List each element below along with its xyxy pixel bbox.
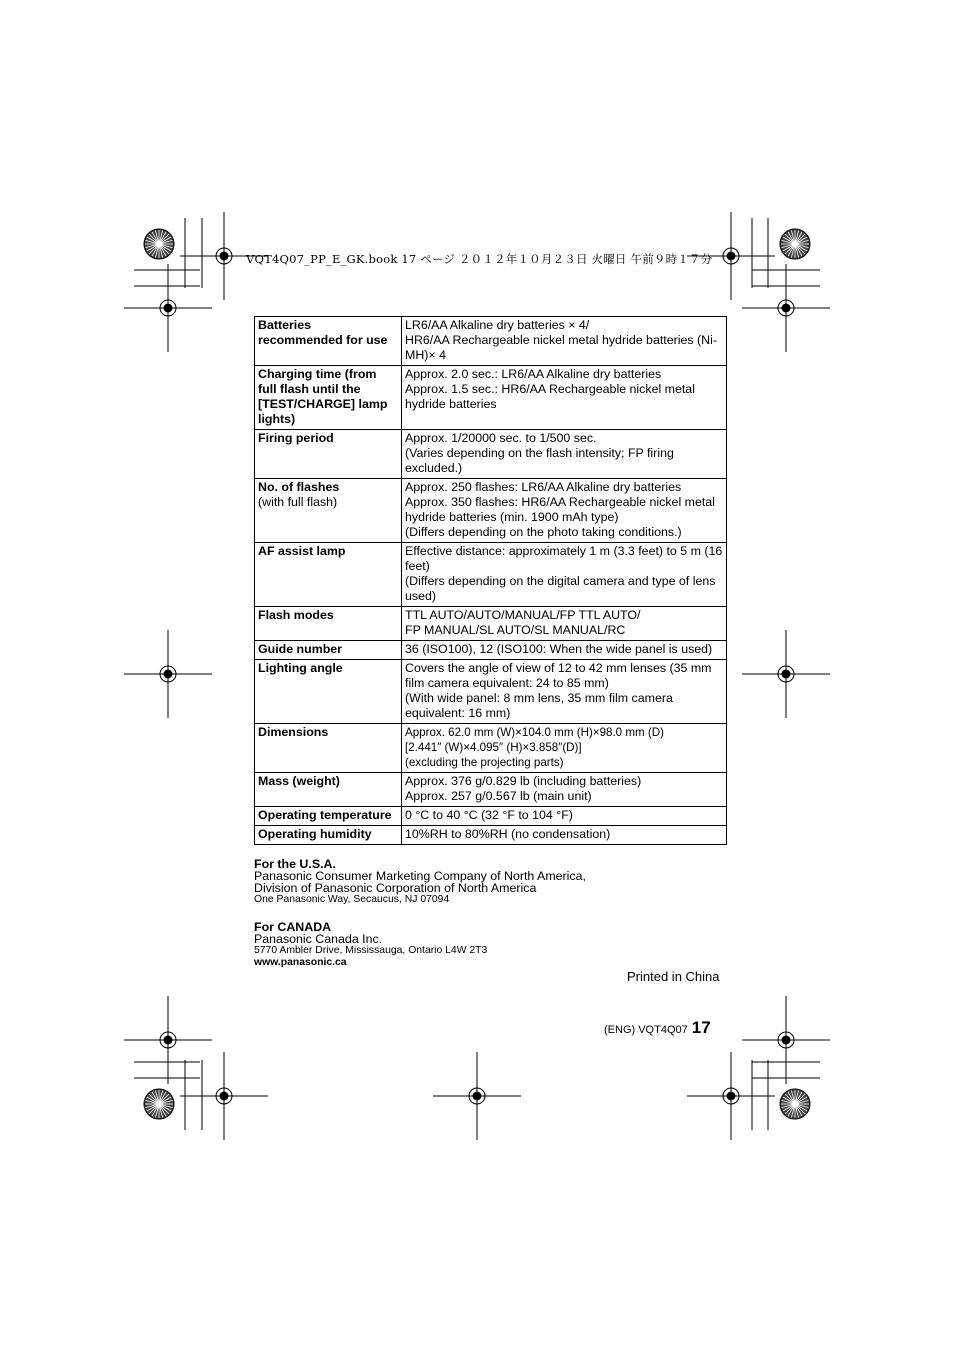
usa-company: Panasonic Consumer Marketing Company of North America, bbox=[254, 869, 586, 883]
spec-label: Operating humidity bbox=[258, 827, 372, 841]
spec-value: Approx. 1/20000 sec. to 1/500 sec. bbox=[405, 431, 597, 445]
spec-value: HR6/AA Rechargeable nickel metal hydride batteries (Ni-MH)× 4 bbox=[405, 333, 717, 362]
spec-value: 10%RH to 80%RH (no condensation) bbox=[405, 827, 611, 841]
page-number: 17 bbox=[691, 1018, 711, 1037]
spec-row bbox=[255, 807, 727, 826]
spec-label: Lighting angle bbox=[258, 661, 343, 675]
spec-value: 36 (ISO100), 12 (ISO100: When the wide panel is used) bbox=[405, 642, 713, 656]
spec-label: AF assist lamp bbox=[258, 544, 346, 558]
spec-row bbox=[255, 641, 727, 660]
printed-in: Printed in China bbox=[627, 969, 720, 984]
spec-value-cell bbox=[402, 660, 727, 724]
spec-row bbox=[255, 430, 727, 479]
page-footer bbox=[604, 1018, 711, 1038]
spec-row bbox=[255, 366, 727, 430]
usa-title: For the U.S.A. bbox=[254, 857, 336, 871]
spec-label-cell bbox=[255, 807, 402, 826]
spec-label-cell bbox=[255, 317, 402, 366]
spec-label: Charging time (from full flash until the [TEST/CHARGE] lamp lights) bbox=[258, 367, 388, 426]
spec-label-cell bbox=[255, 773, 402, 807]
spec-label-cell bbox=[255, 479, 402, 543]
spec-row bbox=[255, 479, 727, 543]
spec-label-sub: (with full flash) bbox=[258, 495, 338, 509]
spec-value-cell bbox=[402, 366, 727, 430]
spec-value: TTL AUTO/AUTO/MANUAL/FP TTL AUTO/ bbox=[405, 608, 641, 622]
spec-label-cell bbox=[255, 366, 402, 430]
spec-label: Flash modes bbox=[258, 608, 334, 622]
spec-value-cell bbox=[402, 807, 727, 826]
spec-value-cell bbox=[402, 607, 727, 641]
spec-value-cell bbox=[402, 479, 727, 543]
spec-table bbox=[254, 316, 727, 845]
spec-row bbox=[255, 826, 727, 845]
spec-value-cell bbox=[402, 773, 727, 807]
spec-label: Dimensions bbox=[258, 725, 329, 739]
canada-company: Panasonic Canada Inc. bbox=[254, 932, 383, 946]
spec-row bbox=[255, 543, 727, 607]
spec-value: 0 °C to 40 °C (32 °F to 104 °F) bbox=[405, 808, 573, 822]
spec-value: Approx. 1.5 sec.: HR6/AA Rechargeable nickel metal hydride batteries bbox=[405, 382, 695, 411]
spec-value-cell bbox=[402, 430, 727, 479]
crosshair-target bbox=[180, 1052, 268, 1140]
canada-address: 5770 Ambler Drive, Mississauga, Ontario L4W 2T3 bbox=[254, 945, 488, 956]
spec-label: No. of flashes bbox=[258, 480, 340, 494]
doc-code: (ENG) VQT4Q07 bbox=[604, 1024, 688, 1036]
spec-value: Approx. 250 flashes: LR6/AA Alkaline dry batteries bbox=[405, 480, 682, 494]
spec-label: Operating temperature bbox=[258, 808, 392, 822]
usa-section bbox=[254, 858, 586, 906]
spec-label-cell bbox=[255, 826, 402, 845]
spec-row bbox=[255, 660, 727, 724]
spec-label-cell bbox=[255, 430, 402, 479]
spec-value: LR6/AA Alkaline dry batteries × 4/ bbox=[405, 318, 590, 332]
spec-value: Approx. 2.0 sec.: LR6/AA Alkaline dry batteries bbox=[405, 367, 662, 381]
spec-value: (Differs depending on the photo taking conditions.) bbox=[405, 525, 682, 539]
crosshair-target bbox=[124, 996, 212, 1084]
crosshair-target bbox=[742, 996, 830, 1084]
spec-value: Approx. 376 g/0.829 lb (including batteries) bbox=[405, 774, 642, 788]
spec-value: Covers the angle of view of 12 to 42 mm lenses (35 mm film camera equivalent: 24 to 85 mm) bbox=[405, 661, 712, 690]
spec-row bbox=[255, 607, 727, 641]
spec-value-cell bbox=[402, 317, 727, 366]
canada-url: www.panasonic.ca bbox=[254, 957, 347, 968]
spec-label-cell bbox=[255, 724, 402, 773]
spec-label-cell bbox=[255, 641, 402, 660]
crosshair-target bbox=[433, 1052, 521, 1140]
book-header: VQT4Q07_PP_E_GK.book 17 ページ ２０１２年１０月２３日 火曜日 午前９時１７分 bbox=[246, 252, 713, 266]
canada-section bbox=[254, 921, 487, 969]
spec-value: (With wide panel: 8 mm lens, 35 mm film camera equivalent: 16 mm) bbox=[405, 691, 673, 720]
spec-label: Firing period bbox=[258, 431, 334, 445]
spec-value: (Varies depending on the flash intensity; FP firing excluded.) bbox=[405, 446, 674, 475]
crosshair-target bbox=[742, 264, 830, 352]
spec-value: [2.441″ (W)×4.095″ (H)×3.858″(D)] bbox=[405, 741, 582, 754]
spec-value-cell bbox=[402, 826, 727, 845]
spec-label: Batteries recommended for use bbox=[258, 318, 388, 347]
crosshair-target bbox=[742, 630, 830, 718]
spec-label: Mass (weight) bbox=[258, 774, 340, 788]
crosshair-target bbox=[124, 630, 212, 718]
spec-row bbox=[255, 724, 727, 773]
spec-value-cell bbox=[402, 543, 727, 607]
spec-label-cell bbox=[255, 660, 402, 724]
spec-label-cell bbox=[255, 607, 402, 641]
spec-value-cell bbox=[402, 724, 727, 773]
spec-value: Approx. 62.0 mm (W)×104.0 mm (H)×98.0 mm (D) bbox=[405, 726, 664, 739]
spec-row bbox=[255, 773, 727, 807]
crosshair-target bbox=[124, 264, 212, 352]
spec-value: Approx. 350 flashes: HR6/AA Rechargeable nickel metal hydride batteries (min. 1900 mAh type) bbox=[405, 495, 715, 524]
spec-value: (Differs depending on the digital camera and type of lens used) bbox=[405, 574, 716, 603]
spec-label-cell bbox=[255, 543, 402, 607]
spec-value-cell bbox=[402, 641, 727, 660]
spec-value: Approx. 257 g/0.567 lb (main unit) bbox=[405, 789, 592, 803]
usa-address: One Panasonic Way, Secaucus, NJ 07094 bbox=[254, 894, 450, 905]
spec-label: Guide number bbox=[258, 642, 342, 656]
spec-row bbox=[255, 317, 727, 366]
canada-title: For CANADA bbox=[254, 920, 332, 934]
spec-value: (excluding the projecting parts) bbox=[405, 756, 564, 769]
spec-value: FP MANUAL/SL AUTO/SL MANUAL/RC bbox=[405, 623, 626, 637]
usa-division: Division of Panasonic Corporation of North America bbox=[254, 881, 537, 895]
crosshair-target bbox=[687, 1052, 775, 1140]
spec-value: Effective distance: approximately 1 m (3.3 feet) to 5 m (16 feet) bbox=[405, 544, 723, 573]
